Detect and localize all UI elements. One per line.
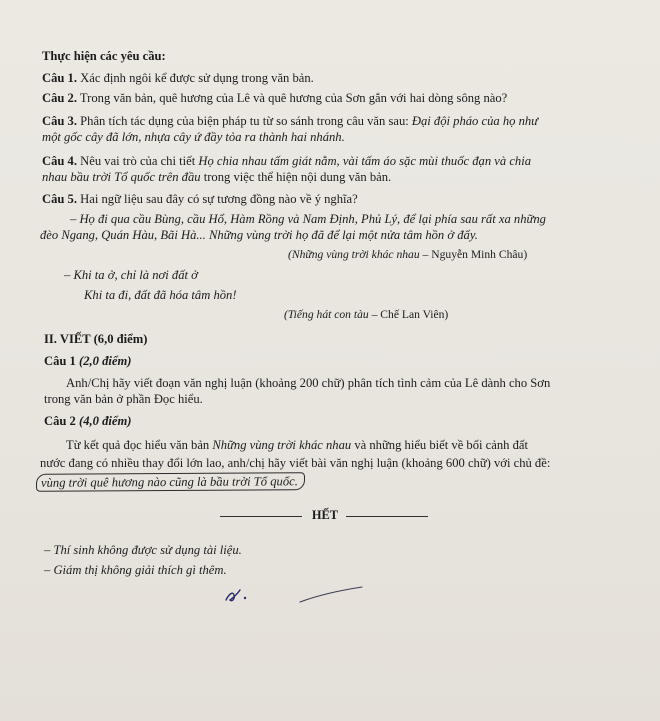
reading-instructions-header: Thực hiện các yêu cầu: [42,49,166,63]
end-rule-right [346,516,428,517]
poem-source [284,307,642,323]
writing-question-2-label: Câu 2 [44,414,79,428]
question-5-text: Hai ngữ liệu sau đây có sự tương đồng nào về ý nghĩa? [77,192,358,206]
writing-question-2-topic: vùng trời quê hương nào cũng là bầu trời Tổ quốc. [36,472,305,492]
writing-question-1-label: Câu 1 [44,354,79,368]
excerpt-1-line1: – Họ đi qua cầu Bùng, cầu Hổ, Hàm Rồng và Nam Định, Phủ Lý, để lại phía sau rất xa những [70,212,546,226]
writing-question-2-topic-row [36,473,642,491]
question-1-text: Xác định ngôi kể được sử dụng trong văn bản. [77,71,314,85]
writing-question-2-line1-end: và những hiểu biết về bối cảnh đất [351,438,528,452]
writing-question-2-heading [44,413,642,429]
writing-question-1-points: (2,0 điểm) [79,354,132,368]
question-3 [42,113,642,129]
question-2-text: Trong văn bản, quê hương của Lê và quê hương của Sơn gắn với hai dòng sông nào? [77,91,508,105]
poem-line2: Khi ta đi, đất đã hóa tâm hồn! [84,288,237,302]
question-5-label: Câu 5. [42,192,77,206]
excerpt-1-source-author: – Nguyễn Minh Châu) [419,248,528,261]
excerpt-1-source [288,247,642,263]
question-4-detail-line1: Họ chia nhau tấm giát nằm, vài tấm áo sặc mùi thuốc đạn và chia [198,154,532,168]
writing-question-1-line1: Anh/Chị hãy viết đoạn văn nghị luận (khoảng 200 chữ) phân tích tình cảm của Lê dành cho Sơn [66,376,551,390]
question-4-detail-line2: nhau bầu trời Tổ quốc trên đầu [42,170,201,184]
question-4 [42,153,642,169]
note-2: – Giám thị không giải thích gì thêm. [44,563,227,577]
question-1 [42,70,642,86]
question-4-line2 [42,169,642,185]
writing-question-2-line1-start: Từ kết quả đọc hiểu văn bản [66,438,213,452]
writing-section-heading: II. VIẾT (6,0 điểm) [44,332,148,346]
writing-question-2-line2: nước đang có nhiều thay đổi lớn lao, anh/chị hãy viết bài văn nghị luận (khoảng 600 chữ) với chủ đề: [40,456,551,470]
excerpt-1-source-title: (Những vùng trời khác nhau [288,248,420,261]
poem-line1: – Khi ta ở, chỉ là nơi đất ở [64,268,198,282]
end-marker: HẾT [311,508,339,522]
question-4-label: Câu 4. [42,154,77,168]
question-3-quote-line1: Đại đội pháo của họ như [411,114,539,128]
writing-question-1-heading [44,353,642,369]
question-4-text1: Nêu vai trò của chi tiết [77,154,199,168]
question-2-label: Câu 2. [42,91,77,105]
poem-source-author: – Chế Lan Viên) [368,308,449,321]
excerpt-1-line2: đèo Ngang, Quán Hàu, Bãi Hà... Những vùng trời họ đã để lại một nửa tâm hồn ở đấy. [40,228,478,242]
writing-question-2-points: (4,0 điểm) [79,414,132,428]
question-3-label: Câu 3. [42,114,77,128]
question-5 [42,191,642,207]
end-rule-left [220,516,302,517]
handwritten-mark [220,582,260,608]
writing-question-2-work-title: Những vùng trời khác nhau [212,438,352,452]
question-4-text2: trong việc thể hiện nội dung văn bản. [200,170,392,184]
note-1: – Thí sinh không được sử dụng tài liệu. [44,543,242,557]
writing-question-2-line1 [66,437,642,453]
pen-stroke-mark [296,584,366,606]
question-2 [42,90,642,106]
writing-question-1-line2: trong văn bản ở phần Đọc hiểu. [44,392,203,406]
poem-source-title: (Tiếng hát con tàu [284,308,369,321]
question-1-label: Câu 1. [42,71,77,85]
question-3-quote-line2: một gốc cây đã lớn, nhựa cây ứ đầy tỏa ra thành hai nhánh. [42,130,345,144]
question-3-text: Phân tích tác dụng của biện pháp tu từ so sánh trong câu văn sau: [77,114,412,128]
